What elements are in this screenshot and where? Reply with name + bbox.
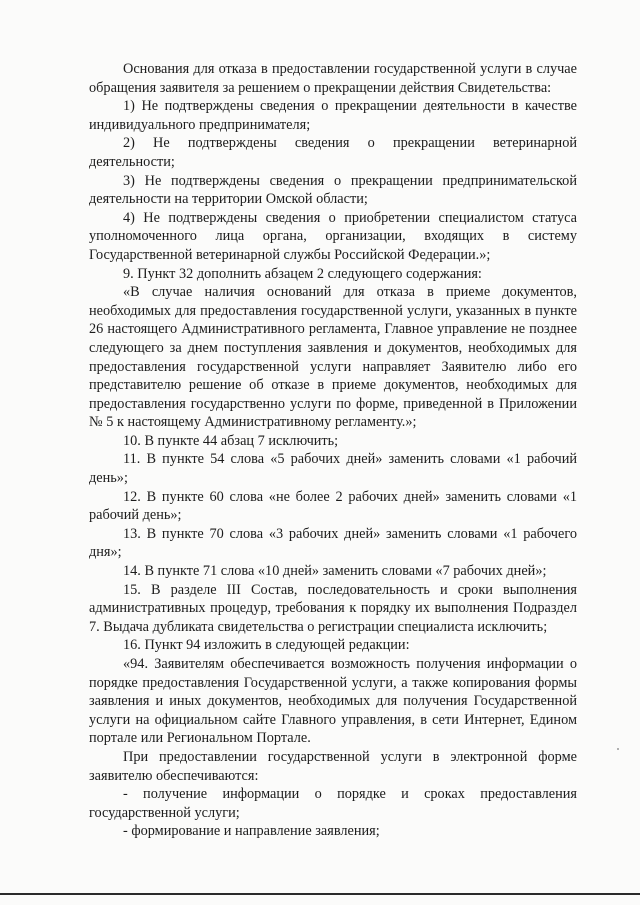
paragraph-item-1: 1) Не подтверждены сведения о прекращении деятельности в качестве индивидуального предпринимателя;	[89, 98, 577, 133]
paragraph-point-11: 11. В пункте 54 слова «5 рабочих дней» заменить словами «1 рабочий день»;	[89, 451, 577, 487]
paragraph-item-2: 2) Не подтверждены сведения о прекращении ветеринарной деятельности;	[89, 135, 577, 170]
paragraph-point-13: 13. В пункте 70 слова «3 рабочих дней» заменить словами «1 рабочего дня»;	[89, 525, 577, 561]
paragraph-point-12: 12. В пункте 60 слова «не более 2 рабочих дней» заменить словами «1 рабочий день»;	[89, 488, 577, 524]
paragraph-bullet-info: - получение информации о порядке и сроках предоставления государственной услуги;	[89, 786, 577, 821]
paragraph-point-9-text: «В случае наличия оснований для отказа в приеме документов, необходимых для предоставления государственной услуги, указанных в пункте 26 настоящего Административного регламента, Главное управление не позднее следующего за днем поступления заявления и документов, необходимых для предоставления государственной услуги направляет Заявителю либо его представителю решение об отказе в приеме документов, необходимых для предоставления государственно услуги по форме, приведенной в Приложении № 5 к настоящему Административному регламенту.»;	[89, 284, 577, 431]
paragraph-item-4: 4) Не подтверждены сведения о приобретении специалистом статуса уполномоченного лица органа, организации, входящих в систему Государственной ветеринарной службы Российской Федерации.»;	[89, 209, 577, 263]
paragraph-point-9: 9. Пункт 32 дополнить абзацем 2 следующего содержания:	[123, 265, 482, 282]
scan-bottom-edge	[0, 893, 640, 895]
paragraph-bullet-application: - формирование и направление заявления;	[123, 823, 380, 840]
paragraph-point-15: 15. В разделе III Состав, последовательность и сроки выполнения административных процедур, требования к порядку их выполнения Подраздел 7. Выдача дубликата свидетельства о регистрации специалиста исключить;	[89, 581, 577, 635]
paragraph-point-94-text: «94. Заявителям обеспечивается возможность получения информации о порядке предоставления Государственной услуги, а также копирования формы заявления и иных документов, необходимых для получения Государственной услуги на официальном сайте Главного управления, в сети Интернет, Едином портале или Региональном Портале.	[89, 656, 577, 747]
paragraph-electronic-form: При предоставлении государственной услуги в электронной форме заявителю обеспечиваются:	[89, 748, 577, 784]
paragraph-point-14: 14. В пункте 71 слова «10 дней» заменить словами «7 рабочих дней»;	[123, 563, 547, 580]
paragraph-item-3: 3) Не подтверждены сведения о прекращении предпринимательской деятельности на территории Омской области;	[89, 172, 577, 208]
paragraph-point-10: 10. В пункте 44 абзац 7 исключить;	[123, 432, 339, 449]
paragraph-point-16: 16. Пункт 94 изложить в следующей редакции:	[123, 637, 410, 654]
paragraph-refusal-grounds: Основания для отказа в предоставлении государственной услуги в случае обращения заявителя за решением о прекращении действия Свидетельства:	[89, 61, 577, 96]
document-body	[89, 60, 577, 841]
scan-speck	[617, 748, 619, 750]
